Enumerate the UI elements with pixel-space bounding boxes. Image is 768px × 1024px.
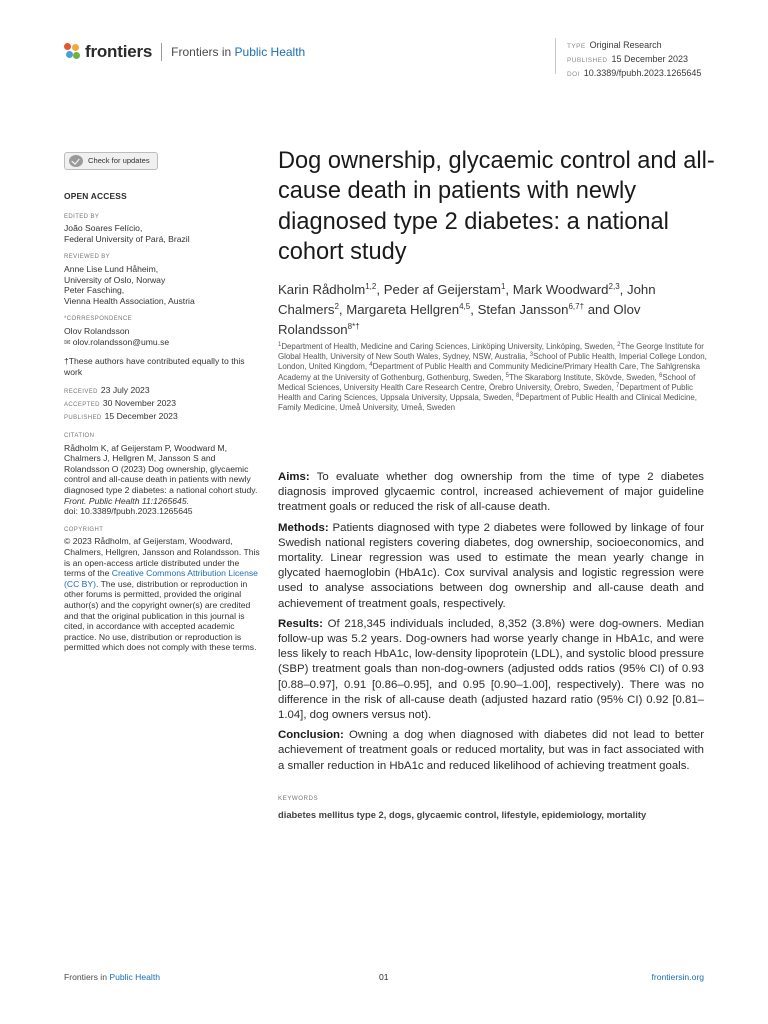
email-icon: ✉ [64, 337, 71, 347]
equal-contribution-note: †These authors have contributed equally to this work [64, 356, 245, 377]
abstract-results: Results: Of 218,345 individuals included, 8,352 (3.8%) were dog-owners. Median follow-up was 5.2 years. Dog-owners had worse yearly change in HbA1c, and were less likely to reach HbA1c, low-density lipoprotein (LDL), and systolic blood pressure (SBP) treatment goals than non-dog-owners (adjusted odds ratios (95% CI) of 0.93 [0.88–0.97], 0.91 [0.86–0.95], and 0.95 [0.90–1.00], respectively). There was no difference in the risk of all-cause death (adjusted hazard ratio (95% CI) 0.92 [0.81–1.04], dog owners versus not). [278, 617, 704, 722]
meta-type: TYPE Original Research [567, 40, 662, 50]
frontiers-logo[interactable] [64, 40, 305, 64]
dates-block: RECEIVED 23 July 2023 ACCEPTED 30 November 2023 PUBLISHED 15 December 2023 [64, 385, 178, 421]
article-meta [567, 39, 701, 81]
article-title: Dog ownership, glycaemic control and all-cause death in patients with newly diagnosed type 2 diabetes: a national cohort study [278, 148, 715, 266]
frontiers-logo-icon [64, 43, 80, 61]
author[interactable]: Mark Woodward$^{2,3}$ [512, 282, 620, 297]
keywords-label: KEYWORDS [278, 795, 319, 802]
author[interactable]: Margareta Hellgren$^{4,5}$ [346, 302, 471, 317]
article-sidebar [64, 152, 260, 661]
page-number: 01 [379, 972, 389, 982]
correspondence-email[interactable]: ✉ olov.rolandsson@umu.se [64, 336, 170, 347]
affiliations: $^1$Department of Health, Medicine and Caring Sciences, Linköping University, Linköping, Sweden, $^2$The George Institute for Global Health, University of New South Wales, Sydney, NSW, Australia, $^3$School of Public Health, Imperial College London, London, United Kingdom, $^4$Department of Public Health and Community Medicine/Primary Health Care, The Sahlgrenska Academy at the University of Gothenburg, Gothenburg, Sweden, $^5$The Skaraborg Institute, Skövde, Sweden, $^6$School of Medical Sciences, University Health Care Research Centre, Örebro University, Örebro, Sweden, $^7$Department of Public Health and Caring Sciences, Uppsala University, Uppsala, Sweden, $^8$Department of Public Health and Clinical Medicine, Family Medicine, Umeå University, Umeå, Sweden [278, 342, 707, 413]
author[interactable]: Olov Rolandsson$^{8*\dagger}$ [278, 302, 641, 337]
logo-divider [161, 43, 162, 61]
author[interactable]: Stefan Jansson$^{6,7\dagger}$ [477, 302, 585, 317]
author[interactable]: Peder af Geijerstam$^1$ [383, 282, 506, 297]
check-icon [69, 155, 83, 167]
footer-site-link[interactable]: frontiersin.org [651, 972, 704, 982]
open-access-label: OPEN ACCESS [64, 191, 127, 201]
citation-block: CITATION Rådholm K, af Geijerstam P, Woodward M, Chalmers J, Hellgren M, Jansson S and Rolandsson O (2023) Dog ownership, glycaemic control and all-cause death in patients with newly diagnosed type 2 diabetes: a national cohort study. Front. Public Health 11:1265645. doi: 10.3389/fpubh.2023.1265645 [64, 433, 258, 517]
abstract-conclusion: Conclusion: Owning a dog when diagnosed with diabetes did not lead to better achievement of treatment goals or reduced mortality, but was in fact associated with a smaller reduction in HbA1c and reduced likelihood of achieving treatment goals. [278, 729, 704, 772]
keywords: diabetes mellitus type 2, dogs, glycaemic control, lifestyle, epidemiology, mortality [278, 809, 647, 820]
abstract-aims: Aims: To evaluate whether dog ownership from the time of type 2 diabetes diagnosis improved glycaemic control, increased achievement of major guideline treatment goals or reduced the risk of all-cause death. [278, 471, 704, 514]
journal-name[interactable]: Frontiers in Public Health [171, 45, 306, 59]
author[interactable]: John Chalmers$^2$ [278, 282, 656, 317]
correspondence-block: *CORRESPONDENCE Olov Rolandsson ✉ olov.rolandsson@umu.se [64, 314, 260, 348]
author-list: Karin Rådholm$^{1,2}$, Peder af Geijerstam$^1$, Mark Woodward$^{2,3}$, John Chalmers$^2$, Margareta Hellgren$^{4,5}$, Stefan Jansson$^{6,7\dagger}$ and Olov Rolandsson$^{8*\dagger}$ [278, 282, 656, 337]
reviewed-by-block: REVIEWED BY Anne Lise Lund Håheim, University of Oslo, Norway Peter Fasching, Vienna Health Association, Austria [64, 254, 195, 306]
edited-by-block: EDITED BY João Soares Felício, Federal University of Pará, Brazil [64, 213, 190, 244]
check-updates-button[interactable]: Check for updates [64, 152, 158, 170]
meta-doi: DOI 10.3389/fpubh.2023.1265645 [567, 68, 702, 78]
logo-text: frontiers [85, 42, 153, 61]
abstract [278, 470, 704, 779]
footer-journal[interactable]: Frontiers in Public Health [64, 972, 161, 982]
meta-divider [555, 38, 556, 74]
meta-published: PUBLISHED 15 December 2023 [567, 54, 689, 64]
copyright-block: COPYRIGHT © 2023 Rådholm, af Geijerstam, Woodward, Chalmers, Hellgren, Jansson and Rolandsson. This is an open-access article distributed under the terms of the Creative Commons Attribution License (CC BY). The use, distribution or reproduction in other forums is permitted, provided the original author(s) and the copyright owner(s) are credited and that the original publication in this journal is cited, in accordance with accepted academic practice. No use, distribution or reproduction is permitted which does not comply with these terms. [64, 526, 260, 653]
author[interactable]: Karin Rådholm$^{1,2}$ [278, 282, 377, 297]
abstract-methods: Methods: Patients diagnosed with type 2 diabetes were followed by linkage of four Swedish national registers covering diabetes, dog ownership, socioeconomics, and mortality. Linear regression was used to estimate the mean yearly change in glycated haemoglobin (HbA1c). Cox survival analysis and logistic regression were used to analyse associations between dog ownership and all-cause death and achievement of treatment goals, respectively. [278, 521, 704, 610]
cc-by-license-link[interactable]: Creative Commons Attribution License (CC BY) [64, 568, 258, 589]
